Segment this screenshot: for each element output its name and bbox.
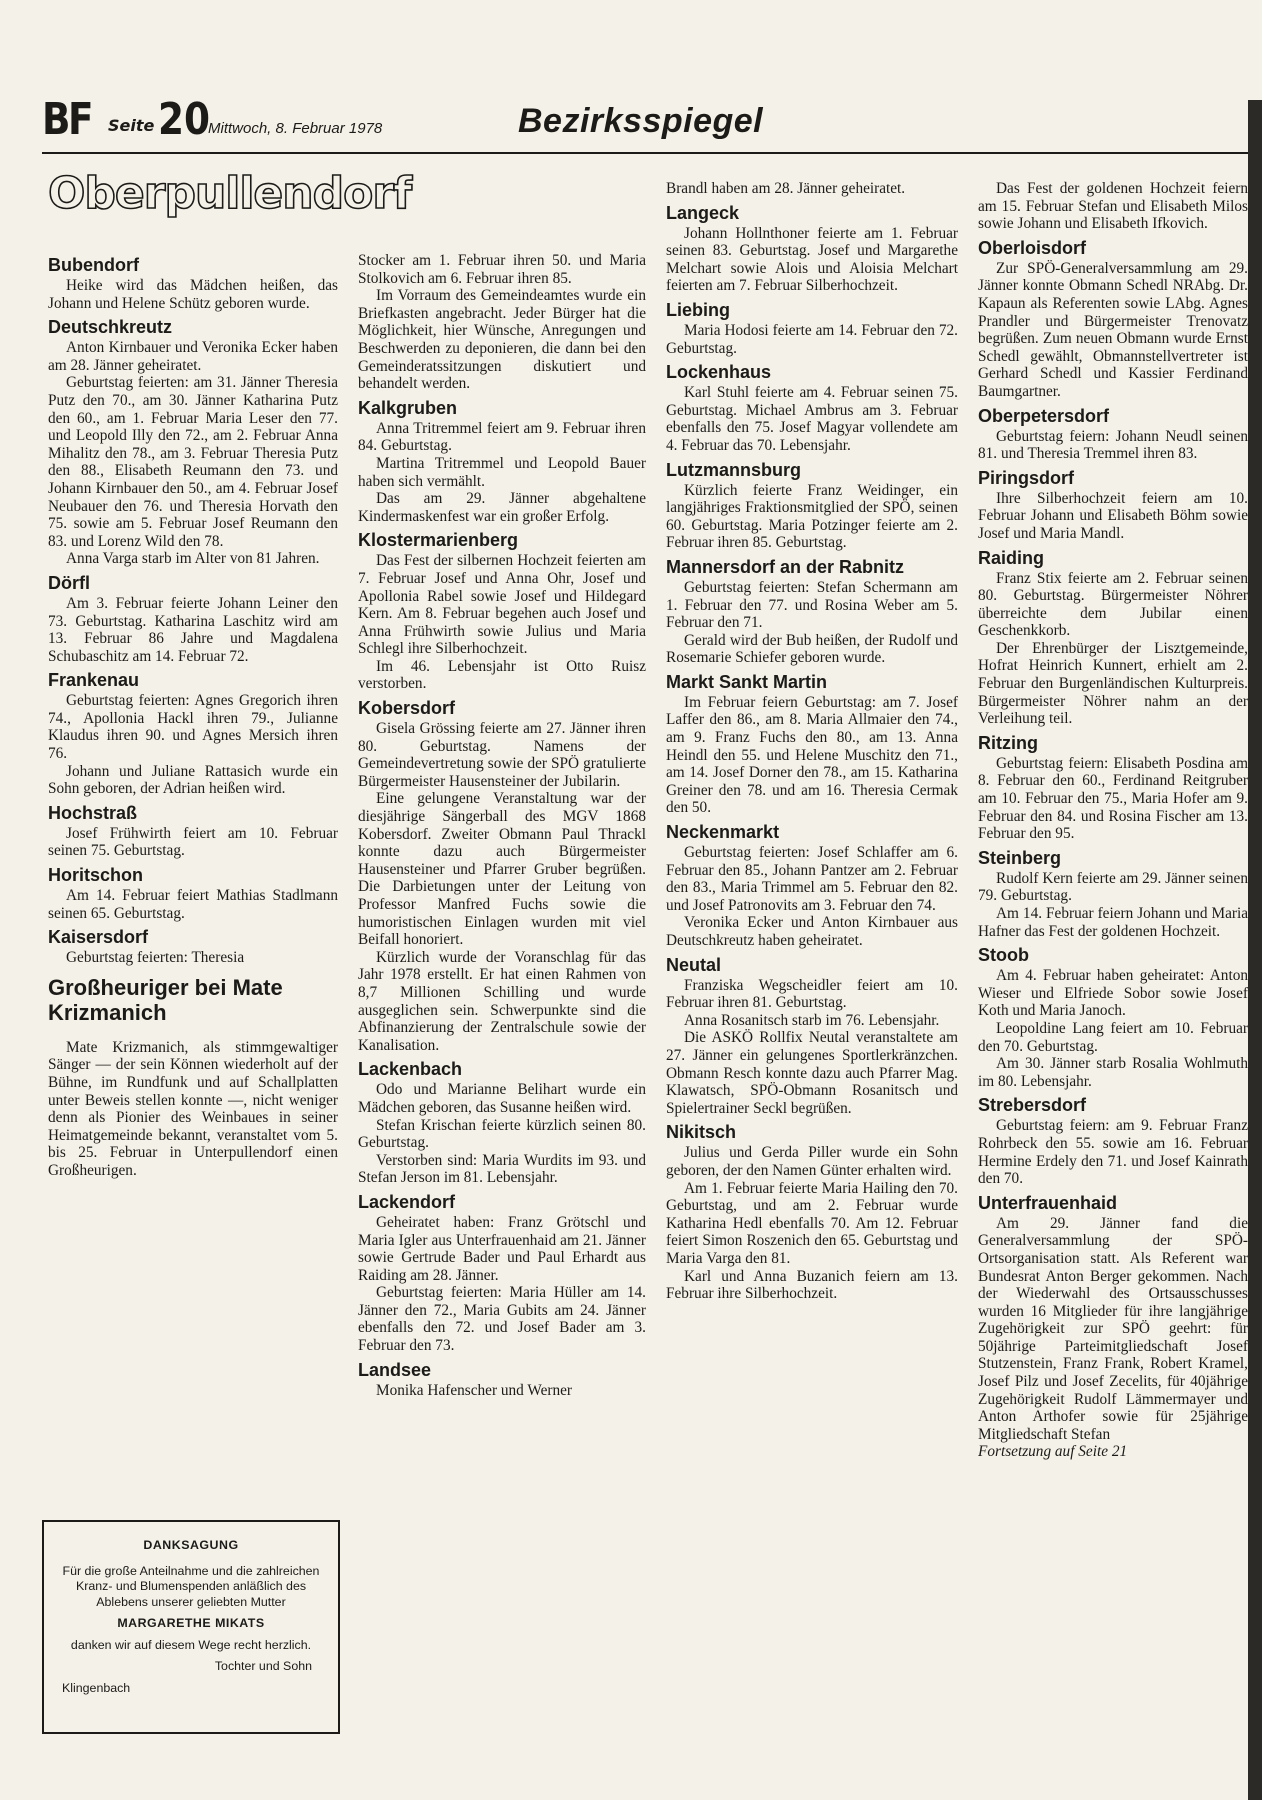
notice-signature: Tochter und Sohn (214, 1659, 312, 1673)
paragraph: Karl Stuhl feierte am 4. Februar seinen 75. Geburtstag. Michael Ambrus am 3. Februar ebenfalls den 75. Josef Magyar vollendete am 4. Februar das 70. Lebensjahr. (666, 384, 958, 454)
place-heading: Liebing (666, 299, 730, 320)
paragraph: Eine gelungene Veranstaltung war der diesjährige Sängerball des MGV 1868 Kobersdorf. Zweiter Obmann Paul Thrackl konnte dazu auch Bürgermeister Hausensteiner und Pfarrer Gruber begrüßen. Die Darbietungen unter der Leitung von Professor Manfred Fuchs sowie die humoristischen Einlagen wurden mit viel Beifall honoriert. (358, 790, 646, 949)
place-heading: Kalkgruben (358, 397, 458, 418)
paragraph: Verstorben sind: Maria Wurdits im 93. und Stefan Jerson im 81. Lebensjahr. (358, 1151, 646, 1187)
paragraph: Stocker am 1. Februar ihren 50. und Maria Stolkovich am 6. Februar ihren 85. (358, 252, 646, 287)
region-title: Oberpullendorf (48, 168, 412, 219)
issue-date: Mittwoch, 8. Februar 1978 (208, 120, 383, 137)
paragraph: Das am 29. Jänner abgehaltene Kindermaskenfest war ein großer Erfolg. (358, 490, 646, 525)
paragraph: Der Ehrenbürger der Lisztgemeinde, Hofrat Heinrich Kunnert, erhielt am 2. Februar den Burgenländischen Kulturpreis. Bürgermeister Nöhrer nahm an der Verleihung teil. (978, 639, 1248, 728)
notice-name: MARGARETHE MIKATS (117, 1616, 265, 1630)
paragraph: Geburtstag feiern: Elisabeth Posdina am 8. Februar den 60., Ferdinand Reitgruber am 10. Februar den 75., Maria Hofer am 9. Februar den 84. und Rosina Fischer am 13. Februar den 95. (978, 754, 1248, 843)
paragraph: Im Vorraum des Gemeindeamtes wurde ein Briefkasten angebracht. Jeder Bürger hat die Möglichkeit, hier Wünsche, Anregungen und Beschwerden zu deponieren, die dann bei den Gemeinderatssitzungen diskutiert und behandelt werden. (358, 287, 646, 393)
place-heading: Lackenbach (358, 1059, 463, 1080)
paragraph: Kürzlich feierte Franz Weidinger, ein langjähriges Fraktionsmitglied der SPÖ, seinen 60. Geburtstag. Maria Potzinger feierte am 2. Februar ihren 85. Geburtstag. (666, 481, 958, 552)
paragraph: Gisela Grössing feierte am 27. Jänner ihren 80. Geburtstag. Namens der Gemeindevertretung sowie der SPÖ gratulierte Bürgermeister Hausensteiner der Jubilarin. (358, 720, 646, 790)
place-heading: Strebersdorf (978, 1095, 1087, 1116)
paragraph: Geburtstag feierten: Josef Schlaffer am 6. Februar den 85., Johann Pantzer am 2. Februar den 83., Maria Trimmel am 5. Februar den 82. und Josef Patronovits am 3. Februar den 74. (666, 844, 958, 914)
paragraph: Am 4. Februar haben geheiratet: Anton Wieser und Elfriede Sobor sowie Josef Koth und Maria Janoch. (978, 967, 1248, 1020)
paragraph: Am 14. Februar feiern Johann und Maria Hafner das Fest der goldenen Hochzeit. (978, 905, 1248, 940)
place-heading: Deutschkreutz (48, 317, 173, 338)
place-heading: Oberpetersdorf (978, 405, 1110, 426)
paragraph: Heike wird das Mädchen heißen, das Johann und Helene Schütz geboren wurde. (48, 277, 338, 312)
place-heading: Ritzing (978, 732, 1038, 753)
paragraph: Am 1. Februar feierte Maria Hailing den 70. Geburtstag, und am 2. Februar wurde Katharina Hedl ebenfalls 70. Am 12. Februar feiert Simon Roszenich den 65. Geburtstag und Maria Varga den 81. (666, 1179, 958, 1267)
place-heading: Landsee (358, 1359, 432, 1380)
place-heading: Mannersdorf an der Rabnitz (666, 556, 905, 577)
paragraph: Julius und Gerda Piller wurde ein Sohn geboren, der den Namen Günter erhalten wird. (666, 1144, 958, 1179)
place-heading: Frankenau (48, 670, 140, 691)
column-2 (358, 252, 646, 1399)
paragraph: Gerald wird der Bub heißen, der Rudolf und Rosemarie Schiefer geboren wurde. (666, 631, 958, 667)
continuation-note: Fortsetzung auf Seite 21 (978, 1443, 1128, 1461)
place-heading: Klostermarienberg (358, 530, 519, 551)
paragraph: Geheiratet haben: Franz Grötschl und Maria Igler aus Unterfrauenhaid am 21. Jänner sowie Gertrude Bader und Paul Erhardt aus Raiding am 28. Jänner. (358, 1213, 646, 1284)
paragraph: Anna Tritremmel feiert am 9. Februar ihren 84. Geburtstag. (358, 419, 646, 455)
place-heading: Stoob (978, 945, 1029, 966)
place-heading: Bubendorf (48, 255, 139, 275)
place-heading: Lockenhaus (666, 362, 772, 383)
paragraph: Johann und Juliane Rattasich wurde ein Sohn geboren, der Adrian heißen wird. (48, 762, 338, 798)
paragraph: Monika Hafenscher und Werner (376, 1381, 572, 1399)
paragraph: Das Fest der silbernen Hochzeit feierten am 7. Februar Josef und Anna Ohr, Josef und Apollonia Rabel sowie Josef und Hildegard Kern. Am 8. Februar begehen auch Josef und Anna Frühwirth sowie Julius und Maria Schlegl ihre Silberhochzeit. (358, 552, 646, 658)
paragraph: Veronika Ecker und Anton Kirnbauer aus Deutschkreutz haben geheiratet. (666, 914, 958, 949)
seite-label: Seite (108, 116, 155, 135)
paragraph: Franz Stix feierte am 2. Februar seinen 80. Geburtstag. Bürgermeister Nöhrer überreichte dem Jubilar einen Geschenkkorb. (978, 569, 1248, 640)
paragraph: Geburtstag feiern: Johann Neudl seinen 81. und Theresia Tremmel ihren 83. (978, 427, 1248, 463)
paragraph: Kürzlich wurde der Voranschlag für das Jahr 1978 erstellt. Er hat einen Rahmen von 8,7 Millionen Schilling und wurde ausgeglichen sein. Schwerpunkte sind die Abfinanzierung der Zentralschule sowie der Kanalisation. (358, 948, 646, 1054)
paragraph: Martina Tritremmel und Leopold Bauer haben sich vermählt. (358, 454, 646, 490)
place-heading: Nikitsch (666, 1122, 737, 1143)
article-headline: Großheuriger bei Mate Krizmanich (48, 974, 283, 1025)
paragraph: Geburtstag feiern: am 9. Februar Franz Rohrbeck den 55. sowie am 16. Februar Hermine Erdely den 71. und Josef Kainrath den 70. (978, 1117, 1248, 1188)
paragraph: Odo und Marianne Belihart wurde ein Mädchen geboren, das Susanne heißen wird. (358, 1081, 646, 1116)
paragraph: Anna Varga starb im Alter von 81 Jahren. (66, 550, 320, 568)
paragraph: Am 3. Februar feierte Johann Leiner den 73. Geburtstag. Katharina Laschitz wird am 13. Februar 86 Jahre und Magdalena Schubaschitz am 14. Februar 72. (48, 594, 338, 665)
paragraph: Johann Hollnthoner feierte am 1. Februar seinen 83. Geburtstag. Josef und Margarethe Melchart sowie Alois und Aloisia Melchart feierten am 7. Februar Silberhochzeit. (666, 224, 958, 295)
paragraph: Maria Hodosi feierte am 14. Februar den 72. Geburtstag. (666, 321, 958, 357)
paragraph: Karl und Anna Buzanich feiern am 13. Februar ihre Silberhochzeit. (666, 1267, 958, 1303)
notice-place: Klingenbach (62, 1680, 131, 1695)
paragraph: Josef Frühwirth feiert am 10. Februar seinen 75. Geburtstag. (48, 824, 338, 860)
paragraph: Ihre Silberhochzeit feiern am 10. Februar Johann und Elisabeth Böhm sowie Josef und Maria Mandl. (978, 489, 1248, 542)
paragraph: Anna Rosanitsch starb im 76. Lebensjahr. (684, 1011, 940, 1029)
place-heading: Horitschon (48, 865, 144, 886)
notice-text: Für die große Anteilnahme und die zahlreichen Kranz- und Blumenspenden anläßlich des Ablebens unserer geliebten Mutter (62, 1563, 320, 1609)
column-3 (666, 180, 958, 1303)
place-heading: Piringsdorf (978, 467, 1075, 488)
paragraph: Im 46. Lebensjahr ist Otto Ruisz verstorben. (358, 657, 646, 693)
paragraph: Stefan Krischan feierte kürzlich seinen 80. Geburtstag. (358, 1116, 646, 1152)
column-4 (978, 180, 1248, 1780)
place-heading: Oberloisdorf (978, 237, 1087, 258)
notice-title: DANKSAGUNG (143, 1538, 239, 1552)
paragraph: Die ASKÖ Rollfix Neutal veranstaltete am 27. Jänner ein gelungenes Sportlerkränzchen. Obmann Resch konnte dazu auch Pfarrer Mag. Klawatsch, SPÖ-Obmann Rosanitsch und Spielertrainer Seckl begrüßen. (666, 1029, 958, 1117)
page-edge-shadow (1248, 100, 1262, 1800)
masthead-rule (42, 152, 1252, 154)
paragraph: Zur SPÖ-Generalversammlung am 29. Jänner konnte Obmann Schedl NRAbg. Dr. Kapaun als Referenten sowie LAbg. Agnes Prandler und Bürgermeister Trenovatz begrüßen. Zum neuen Obmann wurde Ernst Schedl gewählt, Obmannstellvertreter ist Gerhard Schedl und Kassier Ferdinand Baumgartner. (978, 259, 1248, 400)
paragraph: Geburtstag feierten: Stefan Schermann am 1. Februar den 77. und Rosina Weber am 5. Februar den 71. (666, 578, 958, 632)
paragraph: Franziska Wegscheidler feiert am 10. Februar ihren 81. Geburtstag. (666, 976, 958, 1012)
paragraph: Geburtstag feierten: Maria Hüller am 14. Jänner den 72., Maria Gubits am 24. Jänner ebenfalls den 72. und Josef Bader am 3. Februar den 73. (358, 1284, 646, 1355)
place-heading: Lackendorf (358, 1191, 456, 1212)
paragraph: Am 30. Jänner starb Rosalia Wohlmuth im 80. Lebensjahr. (978, 1055, 1248, 1090)
masthead (42, 96, 1232, 150)
paragraph: Anton Kirnbauer und Veronika Ecker haben am 28. Jänner geheiratet. (48, 339, 338, 374)
paragraph: Rudolf Kern feierte am 29. Jänner seinen 79. Geburtstag. (978, 869, 1248, 905)
notice-thanks: danken wir auf diesem Wege recht herzlich. (70, 1637, 312, 1652)
paragraph: Im Februar feiern Geburtstag: am 7. Josef Laffer den 86., am 8. Maria Allmaier den 74., am 9. Franz Fuchs den 80., am 13. Anna Heindl den 55. und Helene Muschitz den 71., am 14. Josef Dorner den 78., am 15. Katharina Greiner den 78. und am 16. Theresia Cermak den 50. (666, 693, 958, 817)
paragraph: Das Fest der goldenen Hochzeit feiern am 15. Februar Stefan und Elisabeth Milos sowie Johann und Elisabeth Ifkovich. (978, 180, 1248, 233)
paper-logo: BF (42, 94, 91, 145)
paragraph: Geburtstag feierten: Agnes Gregorich ihren 74., Apollonia Hackl ihren 79., Julianne Klaudus ihren 90. und Agnes Mersich ihren 76. (48, 692, 338, 763)
paragraph: Mate Krizmanich, als stimmgewaltiger Sänger — der sein Können wiederholt auf der Bühne, im Rundfunk und auf Schallplatten unter Beweis stellen konnte —, nicht weniger denn als Pionier des Weinbaues in seiner Heimatgemeinde bekannt, veranstaltet vom 5. bis 25. Februar in Unterpullendorf einen Großheurigen. (48, 1038, 338, 1179)
page-number: 20 (158, 94, 211, 145)
place-heading: Kobersdorf (358, 698, 456, 719)
section-title: Bezirksspiegel (518, 102, 764, 140)
paragraph: Geburtstag feierten: am 31. Jänner Theresia Putz den 70., am 30. Jänner Katharina Putz den 60., am 1. Februar Maria Leser den 77. und Leopold Illy den 72., am 2. Februar Anna Mihalitz den 78., am 3. Februar Theresia Putz den 88., Elisabeth Reumann den 73. und Johann Kirnbauer den 50., am 4. Februar Josef Neubauer den 76. und Theresia Horvath den 75. sowie am 5. Februar Josef Reumann den 83. und Lorenz Wild den 78. (48, 374, 338, 550)
place-heading: Dörfl (48, 572, 90, 593)
paragraph: Brandl haben am 28. Jänner geheiratet. (666, 180, 906, 197)
danksagung-notice (42, 1520, 340, 1734)
place-heading: Raiding (978, 547, 1044, 568)
place-heading: Neutal (666, 954, 722, 975)
place-heading: Unterfrauenhaid (978, 1192, 1118, 1213)
place-heading: Kaisersdorf (48, 927, 149, 948)
place-heading: Steinberg (978, 847, 1062, 868)
place-heading: Hochstraß (48, 802, 138, 823)
column-1 (48, 250, 338, 1180)
place-heading: Markt Sankt Martin (666, 671, 828, 692)
place-heading: Langeck (666, 202, 740, 223)
place-heading: Neckenmarkt (666, 822, 780, 843)
paragraph: Am 29. Jänner fand die Generalversammlung der SPÖ-Ortsorganisation statt. Als Referent war Bundesrat Anton Berger gekommen. Nach der Wiederwahl des Ortsausschusses wurden 16 Mitglieder für ihre langjährige Zugehörigkeit zur SPÖ geehrt: für 50jährige Parteimitgliedschaft Josef Stutzenstein, Franz Frank, Robert Kramel, Josef Pilz und Josef Zecelits, für 40jährige Zugehörigkeit Rudolf Lämmermayer und Anton Arthofer sowie für 25jährige Mitgliedschaft Stefan (978, 1214, 1248, 1443)
place-heading: Lutzmannsburg (666, 459, 801, 480)
paragraph: Am 14. Februar feiert Mathias Stadlmann seinen 65. Geburtstag. (48, 887, 338, 922)
paragraph: Leopoldine Lang feiert am 10. Februar den 70. Geburtstag. (978, 1019, 1248, 1055)
paragraph: Geburtstag feierten: Theresia (66, 949, 245, 967)
